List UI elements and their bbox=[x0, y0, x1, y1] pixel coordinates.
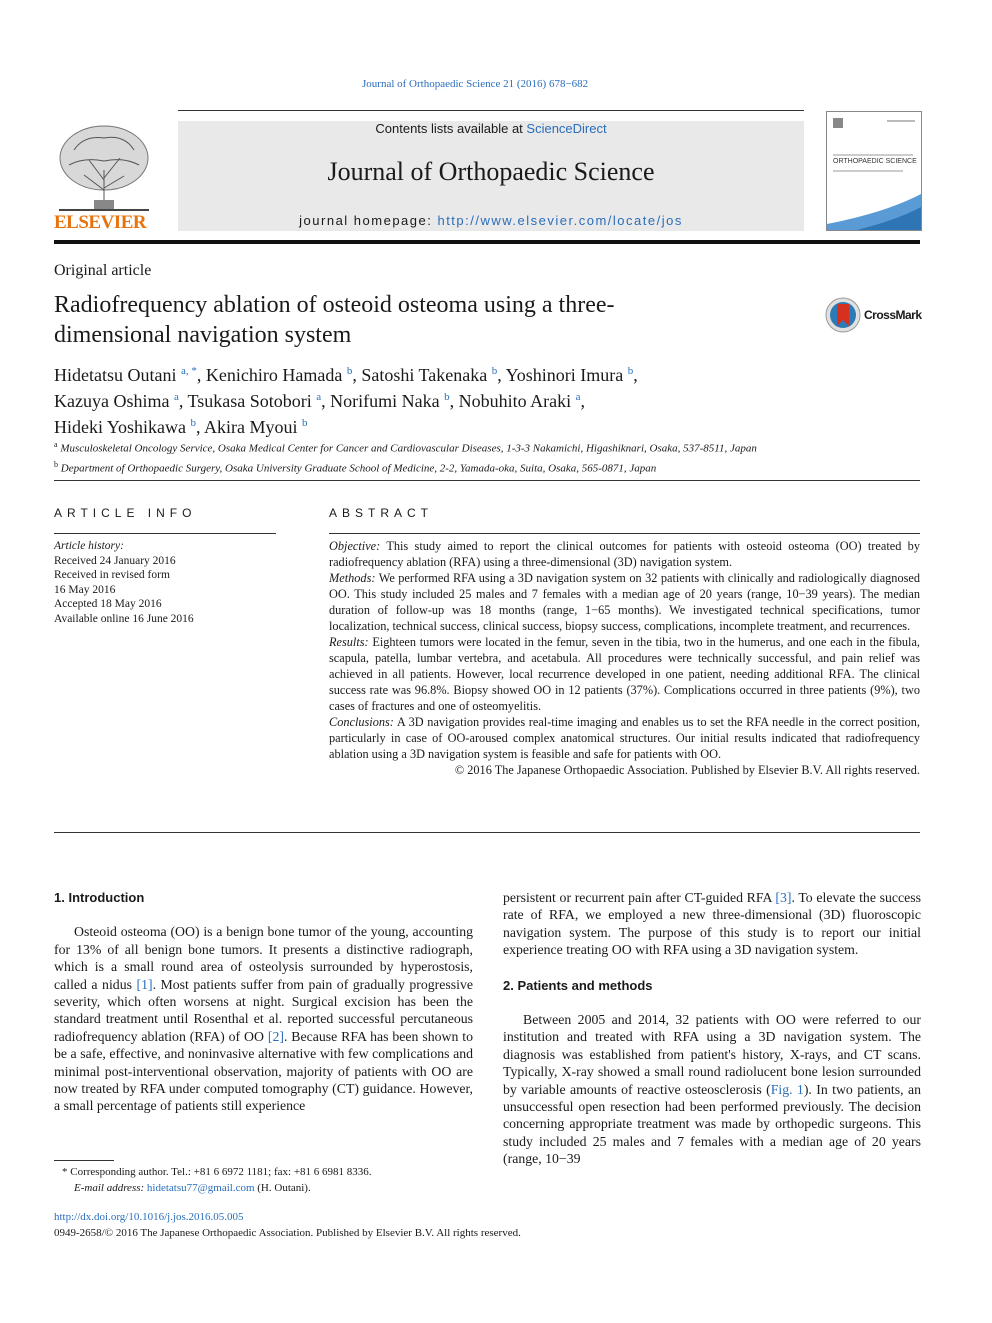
history-item: 16 May 2016 bbox=[54, 583, 116, 596]
author: Kazuya Oshima $^a$ bbox=[54, 391, 179, 411]
header-rule bbox=[178, 110, 804, 111]
crossmark-label: CrossMark bbox=[864, 308, 922, 322]
intro-paragraph: Osteoid osteoma (OO) is a benign bone tumor of the young, accounting for 13% of all benign bone tumors. It presents a distinctive radiograph, which is a small round area of osteolysis surrounded by hyperostosis, called a nidus [1]. Most patients suffer from pain of gradually progressive severity, which often worsens at night. Surgical excision has been the standard treatment until Rosenthal et al. reported successful percutaneous radiofrequency ablation (RFA) of OO [2]. Because RFA has been shown to be a safe, effective, and noninvasive alternative with few complications and minimal post-interventional observation, majority of patients with OO are now treated by RFA under computed tomography (CT) guidance. However, a small percentage of patients still experience bbox=[54, 924, 473, 1114]
issn-line: 0949-2658/© 2016 The Japanese Orthopaedic Association. Published by Elsevier B.V. All rights reserved. bbox=[54, 1226, 521, 1239]
homepage-prefix: journal homepage: bbox=[299, 213, 438, 228]
contents-prefix: Contents lists available at bbox=[375, 121, 527, 136]
email-link[interactable]: hidetatsu77@gmail.com bbox=[146, 1181, 255, 1194]
abstract-results: Results: Eighteen tumors were located in the femur, seven in the tibia, two in the humerus, and one each in the fibula, scapula, patella, lumbar vertebra, and acetabula. All procedures were technically successful, and pain relief was achieved in all patients. However, local recurrence developed in one patient, needing additional RFA. The clinical success rate was 96.8%. Biopsy showed OO in 12 patients (37%). Complications occurred in three patients (9%), two cases of fractures and one of osteomyelitis. bbox=[329, 635, 921, 713]
abstract-body bbox=[329, 538, 920, 778]
homepage-link[interactable]: http://www.elsevier.com/locate/jos bbox=[437, 213, 683, 228]
footnote-rule bbox=[54, 1160, 114, 1161]
methods-paragraph: Between 2005 and 2014, 32 patients with OO were referred to our institution and treated with RFA using a 3D navigation system. The diagnosis was established from patient's history, X-rays, and CT scans. Typically, X-ray showed a small round radiolucent bone lesion surrounded by variable amounts of reactive osteosclerosis (Fig. 1). In two patients, an unsuccessful open resection had been performed previously. The decision concerning appropriate treatment was made by orthopedic surgeons. This study included 25 males and 7 females with a median age of 20 years (range, 10−39 bbox=[503, 1012, 921, 1167]
history-item: Accepted 18 May 2016 bbox=[54, 598, 162, 610]
abstract-end-rule bbox=[54, 832, 920, 833]
header-thick-rule bbox=[54, 240, 920, 244]
history-item: Received in revised form bbox=[54, 569, 170, 581]
article-info-heading: ARTICLE INFO bbox=[54, 506, 197, 520]
author: Hideki Yoshikawa $^b$ bbox=[54, 417, 197, 437]
contents-line bbox=[178, 121, 804, 136]
history-label: Article history: bbox=[54, 540, 124, 552]
journal-title: Journal of Orthopaedic Science bbox=[327, 157, 655, 186]
author: Yoshinori Imura $^b$ bbox=[505, 365, 634, 385]
author: Tsukasa Sotobori $^a$ bbox=[187, 391, 322, 411]
ref-link[interactable]: [1] bbox=[136, 976, 153, 992]
author: Hidetatsu Outani $^{a, *}$ bbox=[54, 365, 197, 385]
article-info-rule bbox=[54, 533, 276, 534]
article-title: Radiofrequency ablation of osteoid osteoma using a three-dimensional navigation system bbox=[54, 292, 615, 348]
cover-title: ORTHOPAEDIC SCIENCE bbox=[833, 158, 917, 165]
author: Nobuhito Araki $^a$ bbox=[458, 391, 581, 411]
author: Akira Myoui $^b$ bbox=[204, 417, 308, 437]
intro-continuation: persistent or recurrent pain after CT-guided RFA [3]. To elevate the success rate of RFA, we employed a new three-dimensional (3D) fluoroscopic navigation system. The purpose of this study is to report our initial experience treating OO with RFA using a 3D navigation system. bbox=[503, 890, 921, 958]
footnotes bbox=[54, 1165, 474, 1196]
ref-link[interactable]: [2] bbox=[267, 1028, 284, 1044]
abstract-copyright: © 2016 The Japanese Orthopaedic Association. Published by Elsevier B.V. All rights reserved. bbox=[454, 763, 920, 777]
abstract-rule bbox=[329, 533, 920, 534]
history-item: Received 24 January 2016 bbox=[54, 554, 176, 567]
article-history bbox=[54, 539, 276, 626]
body-left-column bbox=[54, 889, 473, 1115]
abstract-methods: Methods: We performed RFA using a 3D navigation system on 32 patients with clinically and radiologically diagnosed OO. This study included 25 males and 7 females with a median age of 20 years (range, 10−39 years). The median duration of follow-up was 18 months (range, 1−65 months). We investigated technical specifications, tumor localization, technical success, clinical success, biopsy success, complications, incomplete treatment, and recurrences. bbox=[329, 571, 920, 633]
introduction-heading: 1. Introduction bbox=[54, 890, 145, 905]
elsevier-wordmark: ELSEVIER bbox=[54, 212, 147, 233]
author: Kenichiro Hamada $^b$ bbox=[205, 365, 353, 385]
journal-homepage bbox=[178, 213, 804, 228]
corresponding-author: * Corresponding author. Tel.: +81 6 6972 1181; fax: +81 6 6981 8336. bbox=[62, 1166, 372, 1178]
crossmark-badge[interactable] bbox=[824, 296, 924, 336]
doi-block bbox=[54, 1210, 521, 1241]
ref-link[interactable]: [3] bbox=[775, 890, 792, 905]
doi-link[interactable]: http://dx.doi.org/10.1016/j.jos.2016.05.005 bbox=[54, 1211, 244, 1223]
methods-heading: 2. Patients and methods bbox=[503, 977, 653, 993]
affiliation-a: $^a$ Musculoskeletal Oncology Service, Osaka Medical Center for Cancer and Cardiovascular Diseases, 1-3-3 Nakamichi, Higashiknari, Osaka, 537-8511, Japan bbox=[54, 440, 757, 455]
section-rule bbox=[54, 480, 920, 481]
email-line: E-mail address: hidetatsu77@gmail.com (H. Outani). bbox=[74, 1181, 311, 1194]
body-right-column bbox=[503, 889, 921, 1168]
abstract-heading: ABSTRACT bbox=[329, 506, 434, 520]
figure-link[interactable]: Fig. 1 bbox=[770, 1081, 804, 1097]
article-type: Original article bbox=[54, 262, 152, 279]
sciencedirect-link[interactable]: ScienceDirect bbox=[526, 121, 607, 136]
journal-citation[interactable]: Journal of Orthopaedic Science 21 (2016) 678−682 bbox=[362, 78, 589, 90]
affiliation-b: $^b$ Department of Orthopaedic Surgery, Osaka University Graduate School of Medicine, 2-2, Yamada-oka, Suita, Osaka, 565-0871, Japan bbox=[54, 459, 657, 475]
abstract-objective: Objective: This study aimed to report the clinical outcomes for patients with osteoid osteoma (OO) treated by radiofrequency ablation (RFA) using a three-dimensional (3D) navigation system. bbox=[329, 539, 920, 569]
author-list: Hidetatsu Outani $^{a, *}$, Kenichiro Hamada $^b$, Satoshi Takenaka $^b$, Yoshinori Imura $^b$, Kazuya Oshima $^a$, Tsukasa Sotobori $^a$, Norifumi Naka $^b$, Nobuhito Araki $^a$, Hideki Yoshikawa $^b$, Akira Myoui $^b$ bbox=[54, 365, 638, 437]
author: Norifumi Naka $^b$ bbox=[330, 391, 450, 411]
journal-cover-thumbnail[interactable] bbox=[826, 111, 922, 231]
affiliations bbox=[54, 437, 920, 476]
crossmark-icon bbox=[824, 296, 862, 334]
history-item: Available online 16 June 2016 bbox=[54, 612, 194, 625]
abstract-conclusions: Conclusions: A 3D navigation provides real-time imaging and enables us to set the RFA needle in the correct position, particularly in case of OO-aroused complex anatomical structures. Our initial results indicated that radiofrequency ablation using a 3D navigation system is feasible and safe for patients with OO. bbox=[329, 715, 920, 761]
author: Satoshi Takenaka $^b$ bbox=[361, 365, 498, 385]
